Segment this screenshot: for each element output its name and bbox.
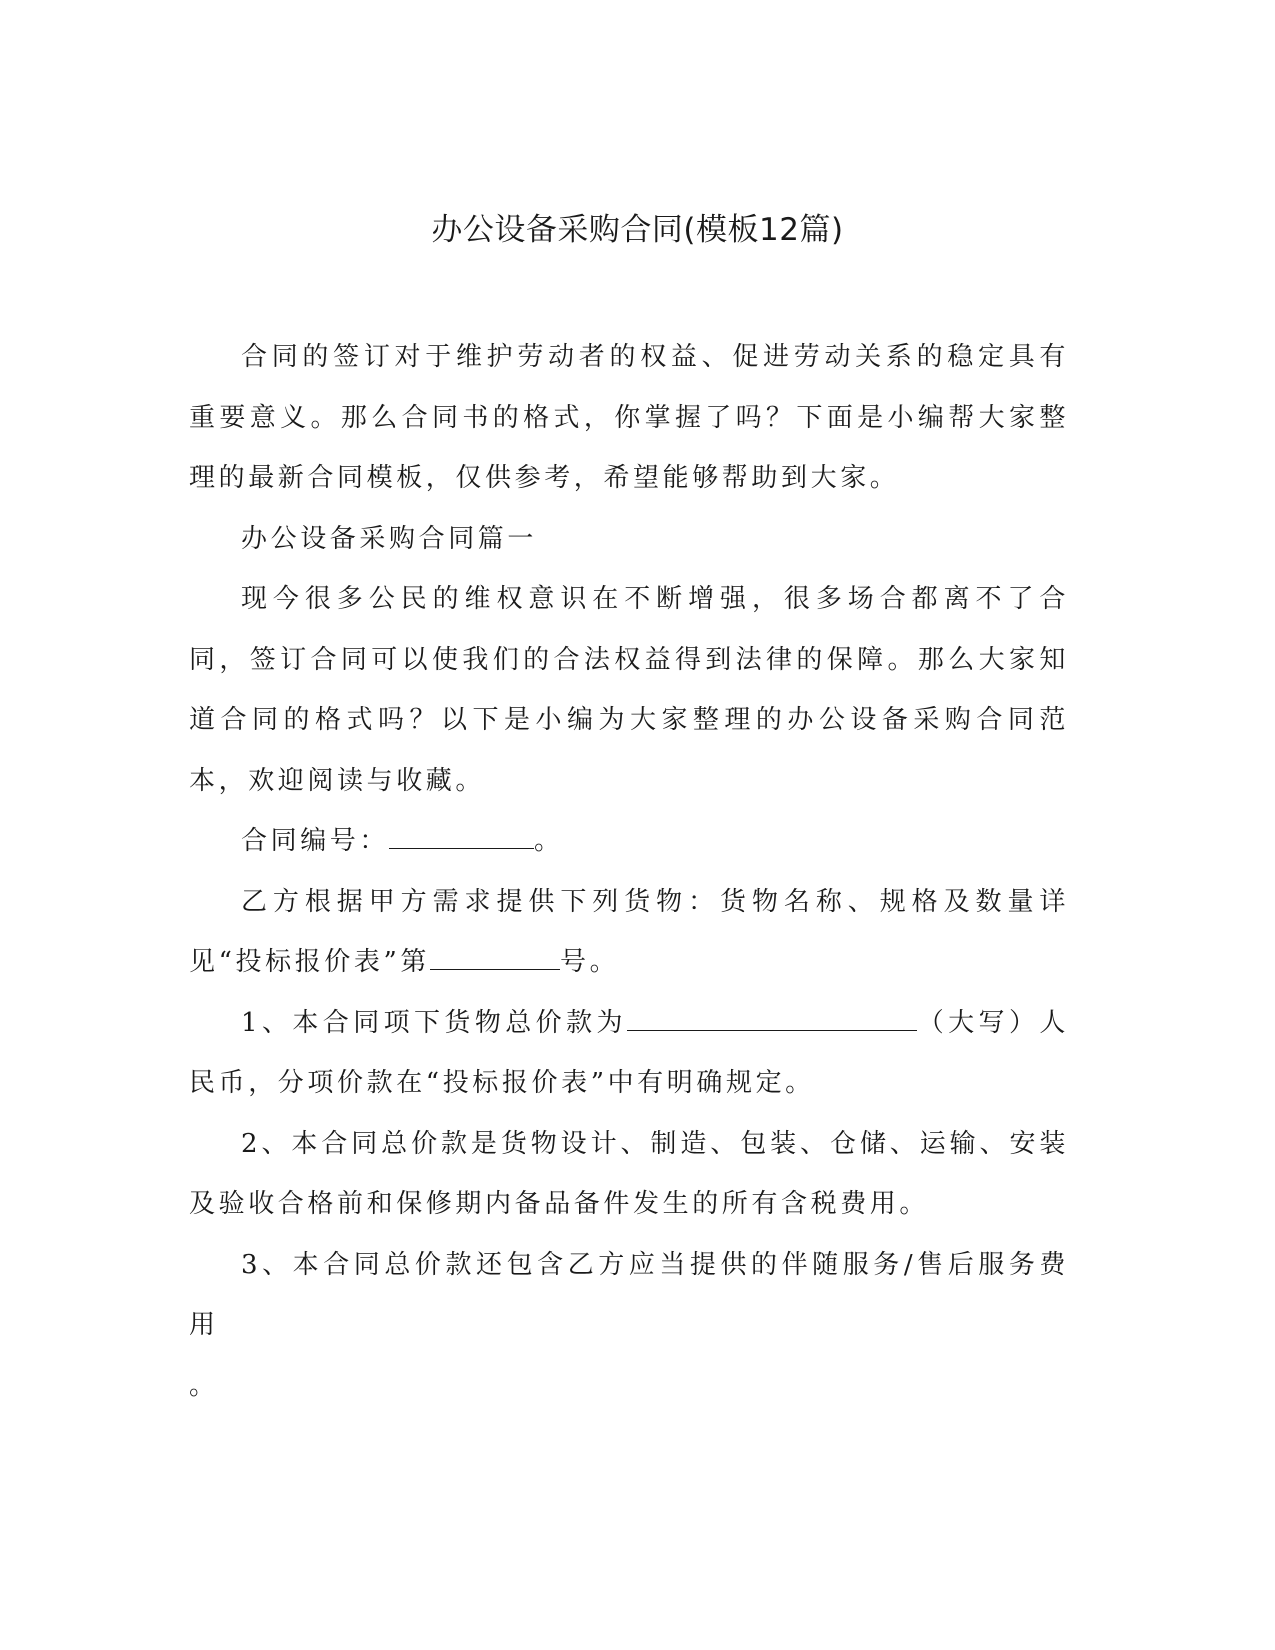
- goods-paragraph: [189, 872, 1069, 993]
- quote-number-blank: [430, 941, 560, 970]
- contract-number-end: 。: [534, 826, 564, 856]
- contract-number-label: 合同编号：: [241, 826, 390, 856]
- section-heading: 办公设备采购合同篇一: [241, 523, 538, 554]
- clause-2: 2、本合同总价款是货物设计、制造、包装、仓储、运输、安装及验收合格前和保修期内备品备件发生的所有含税费用。: [189, 1128, 1069, 1219]
- goods-text-end: 号。: [559, 947, 620, 977]
- goods-text: 乙方根据甲方需求提供下列货物：货物名称、规格及数量详见“投标报价表”第: [189, 886, 1069, 977]
- intro-paragraph: 合同的签订对于维护劳动者的权益、促进劳动关系的稳定具有重要意义。那么合同书的格式，你掌握了吗？下面是小编帮大家整理的最新合同模板，仅供参考，希望能够帮助到大家。: [189, 342, 1069, 493]
- clause-3-tail: 。: [189, 1370, 219, 1401]
- clause-3: 3、本合同总价款还包含乙方应当提供的伴随服务/售后服务费用: [189, 1249, 1069, 1340]
- total-price-blank: [627, 1002, 917, 1031]
- clause-1: [189, 993, 1069, 1114]
- document-body: [189, 327, 1069, 1416]
- document-title: 办公设备采购合同(模板12篇): [431, 212, 844, 248]
- preface-paragraph: 现今很多公民的维权意识在不断增强，很多场合都离不了合同，签订合同可以使我们的合法权益得到法律的保障。那么大家知道合同的格式吗？以下是小编为大家整理的办公设备采购合同范本，欢迎阅读与收藏。: [189, 584, 1069, 796]
- contract-number-line: [189, 811, 1069, 872]
- contract-number-blank: [389, 820, 534, 849]
- clause-1-text: 1、本合同项下货物总价款为: [241, 1007, 627, 1038]
- clause-1-text-end: （大写）人民币，分项价款在“投标报价表”中有明确规定。: [189, 1007, 1069, 1098]
